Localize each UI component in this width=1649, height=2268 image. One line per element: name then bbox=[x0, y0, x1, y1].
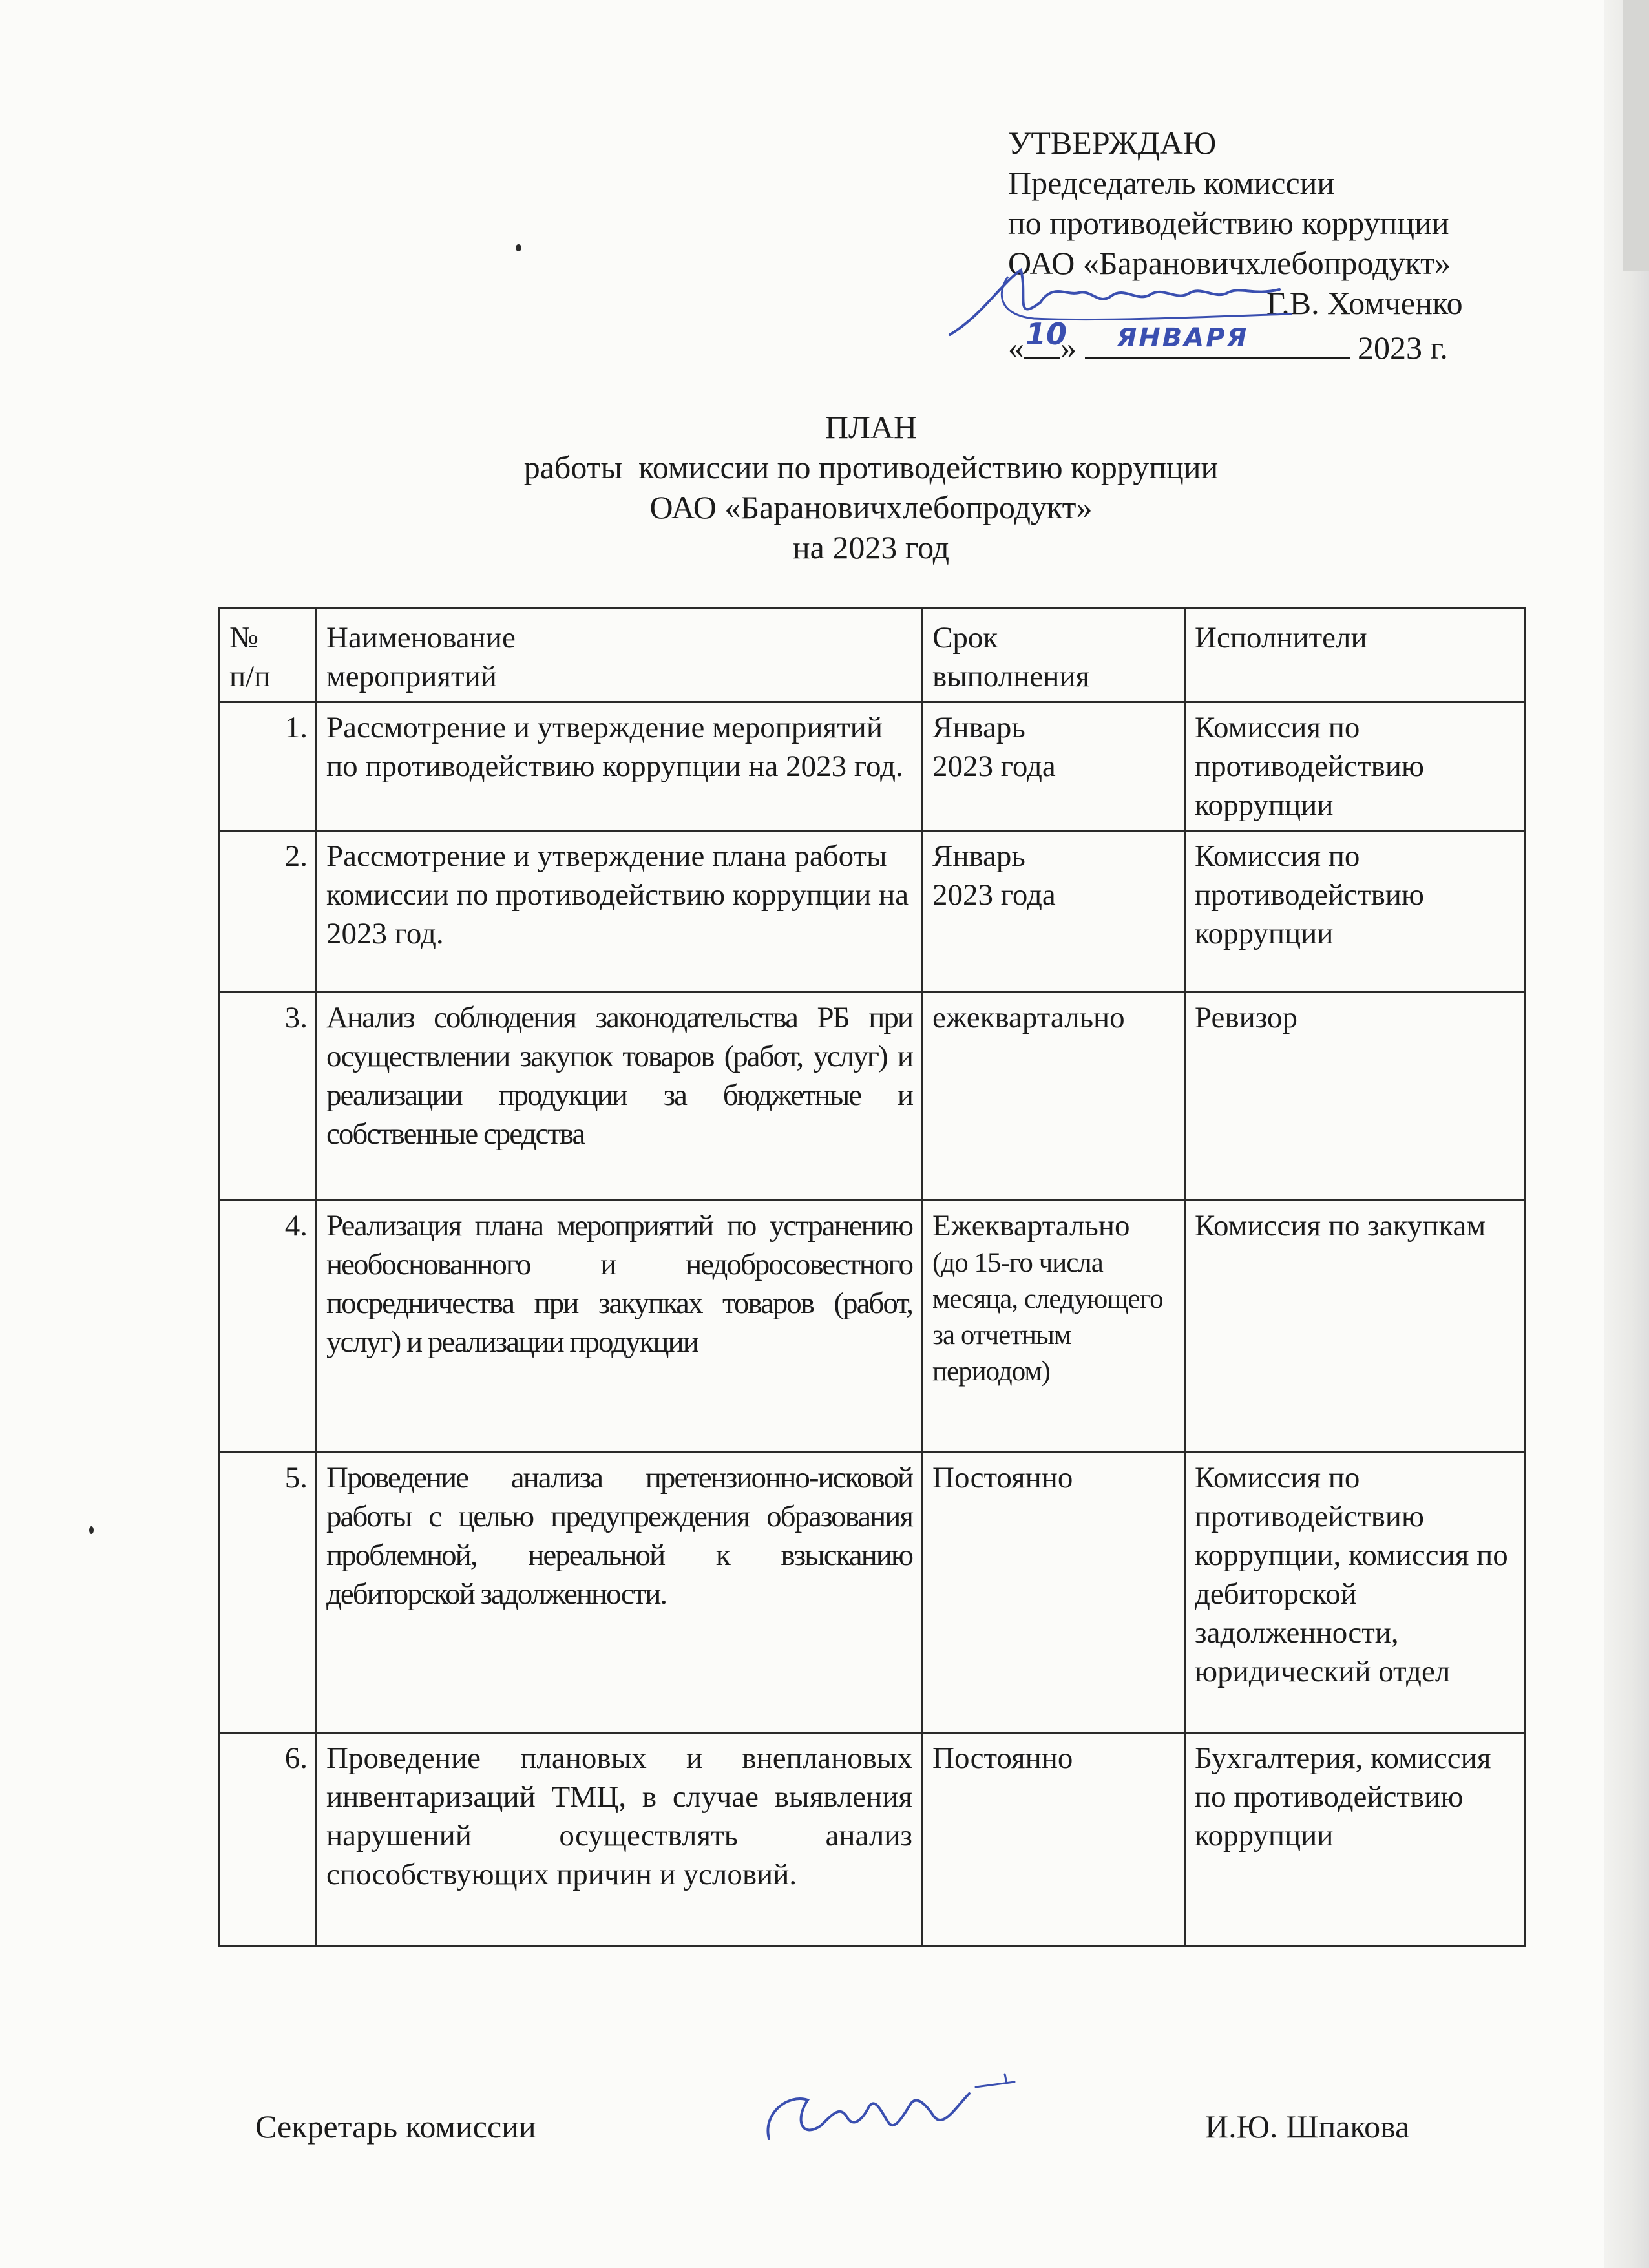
row-executors: Комиссия по противодействию коррупции bbox=[1185, 831, 1525, 992]
header-executors-text: Исполнители bbox=[1195, 621, 1367, 655]
scan-edge-shadow bbox=[1604, 0, 1649, 2268]
row-executors: Комиссия по противодействию коррупции, комиссия по дебиторской задолженности, юридический отдел bbox=[1185, 1453, 1525, 1733]
plan-table bbox=[218, 607, 1526, 1947]
row-deadline bbox=[923, 992, 1185, 1201]
row-deadline-line1: Постоянно bbox=[932, 1461, 1073, 1495]
date-close-quote: » bbox=[1060, 330, 1077, 366]
table-row bbox=[220, 1733, 1525, 1946]
date-day-blank bbox=[1024, 317, 1067, 359]
scan-speck bbox=[516, 244, 521, 251]
approval-block bbox=[1008, 123, 1538, 368]
secretary-role: Секретарь комиссии bbox=[255, 2108, 536, 2145]
date-open-quote: « bbox=[1008, 330, 1024, 366]
header-deadline bbox=[923, 609, 1185, 702]
row-action: Реализация плана мероприятий по устранению необоснованного и недобросовестного посредничества при закупках товаров (работ, услуг) и реализации продукции bbox=[317, 1201, 923, 1453]
row-action: Проведение плановых и внеплановых инвентаризаций ТМЦ, в случае выявления нарушений осуществлять анализ способствующих причин и условий. bbox=[317, 1733, 923, 1946]
row-num: 4. bbox=[220, 1201, 317, 1453]
row-num: 2. bbox=[220, 831, 317, 992]
approval-signature-line bbox=[1008, 283, 1538, 323]
table-header-row bbox=[220, 609, 1525, 702]
table-row bbox=[220, 1453, 1525, 1733]
header-action-line1: Наименование bbox=[326, 621, 516, 655]
table-row bbox=[220, 992, 1525, 1201]
header-action-line2: мероприятий bbox=[326, 660, 497, 693]
header-deadline-line2: выполнения bbox=[932, 660, 1090, 693]
date-month-blank bbox=[1085, 323, 1350, 359]
date-month: ЯНВАРЯ bbox=[1117, 323, 1249, 353]
row-num: 1. bbox=[220, 702, 317, 831]
row-deadline bbox=[923, 1201, 1185, 1453]
table-row bbox=[220, 1201, 1525, 1453]
header-num-line1: № bbox=[229, 621, 258, 655]
title-line4: на 2023 год bbox=[792, 529, 950, 565]
approval-heading: УТВЕРЖДАЮ bbox=[1008, 125, 1217, 161]
row-deadline-line1: Ежеквартально bbox=[932, 1209, 1130, 1243]
row-action: Рассмотрение и утверждение плана работы комиссии по противодействию коррупции на 2023 год. bbox=[317, 831, 923, 992]
row-deadline bbox=[923, 1453, 1185, 1733]
row-executors: Ревизор bbox=[1185, 992, 1525, 1201]
approval-organization: ОАО «Барановичхлебопродукт» bbox=[1008, 245, 1451, 281]
approval-position-line1: Председатель комиссии bbox=[1008, 165, 1335, 201]
row-action: Рассмотрение и утверждение мероприятий по противодействию коррупции на 2023 год. bbox=[317, 702, 923, 831]
secretary-signature bbox=[750, 2068, 1034, 2165]
approval-signatory: Г.В. Хомченко bbox=[1266, 285, 1463, 321]
date-year: 2023 г. bbox=[1358, 330, 1448, 366]
row-executors: Комиссия по закупкам bbox=[1185, 1201, 1525, 1453]
row-deadline-line1: ежеквартально bbox=[932, 1001, 1125, 1034]
row-deadline-line2: 2023 года bbox=[932, 750, 1056, 783]
secretary-name: И.Ю. Шпакова bbox=[1205, 2108, 1410, 2145]
header-num-line2: п/п bbox=[229, 660, 271, 693]
title-line1: ПЛАН bbox=[824, 409, 918, 445]
approval-position-line2: по противодействию коррупции bbox=[1008, 205, 1449, 241]
header-executors bbox=[1185, 609, 1525, 702]
row-executors: Комиссия по противодействию коррупции bbox=[1185, 702, 1525, 831]
title-line3: ОАО «Барановичхлебопродукт» bbox=[649, 489, 1093, 525]
row-deadline-line2: 2023 года bbox=[932, 878, 1056, 912]
row-deadline bbox=[923, 831, 1185, 992]
header-action bbox=[317, 609, 923, 702]
title-line2: работы комиссии по противодействию коррупции bbox=[523, 449, 1219, 485]
row-deadline-line1: Постоянно bbox=[932, 1741, 1073, 1775]
header-num bbox=[220, 609, 317, 702]
table-row bbox=[220, 831, 1525, 992]
row-executors: Бухгалтерия, комиссия по противодействию коррупции bbox=[1185, 1733, 1525, 1946]
date-day: 10 bbox=[1025, 317, 1067, 352]
row-action: Проведение анализа претензионно-исковой работы с целью предупреждения образования проблемной, нереальной к взысканию дебиторской задолженности. bbox=[317, 1453, 923, 1733]
header-deadline-line1: Срок bbox=[932, 621, 998, 655]
row-deadline bbox=[923, 1733, 1185, 1946]
table-row bbox=[220, 702, 1525, 831]
row-action: Анализ соблюдения законодательства РБ при осуществлении закупок товаров (работ, услуг) и реализации продукции за бюджетные и собственные средства bbox=[317, 992, 923, 1201]
row-num: 3. bbox=[220, 992, 317, 1201]
document-title bbox=[0, 407, 1649, 567]
row-deadline-line1: Январь bbox=[932, 839, 1025, 873]
scan-edge-shadow-top bbox=[1623, 0, 1649, 271]
approval-date-line bbox=[1008, 317, 1538, 368]
row-num: 6. bbox=[220, 1733, 317, 1946]
row-deadline-line1: Январь bbox=[932, 711, 1025, 744]
row-num: 5. bbox=[220, 1453, 317, 1733]
row-deadline-line2: (до 15-го числа месяца, следующего за отчетным периодом) bbox=[932, 1248, 1163, 1387]
row-deadline bbox=[923, 702, 1185, 831]
scan-speck bbox=[89, 1526, 94, 1534]
